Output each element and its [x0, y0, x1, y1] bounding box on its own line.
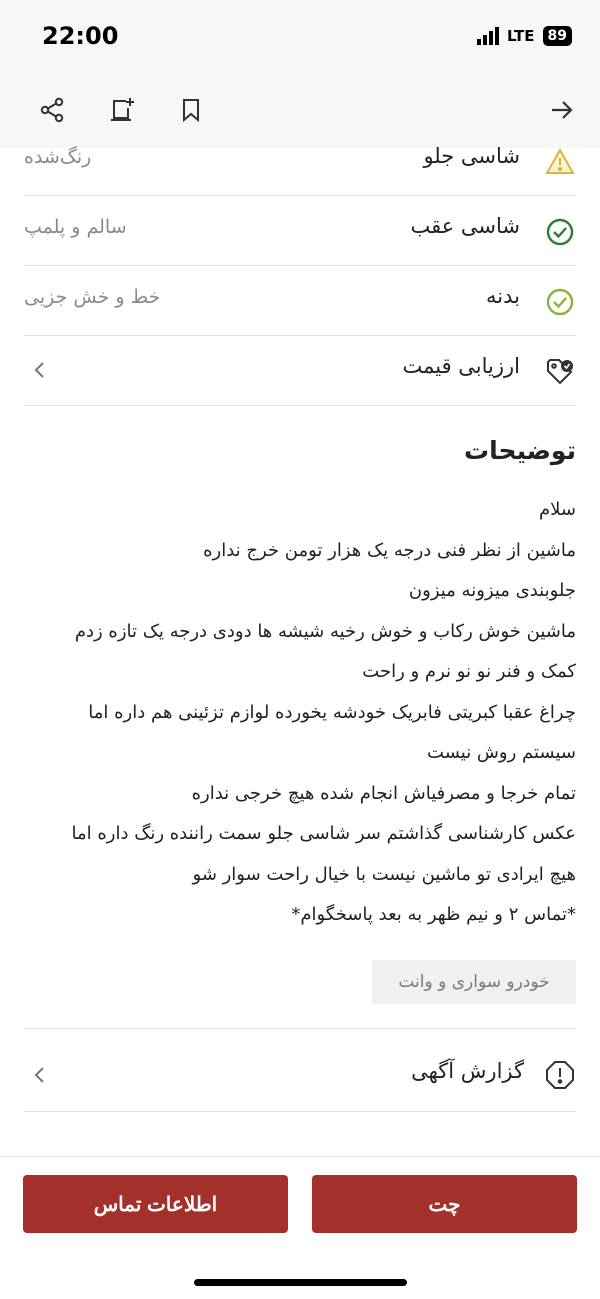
back-arrow-icon[interactable]: [546, 94, 578, 126]
description-title: توضیحات: [464, 436, 576, 465]
description-line: ماشین از نظر فنی درجه یک هزار تومن خرج نداره: [203, 539, 576, 561]
chevron-left-icon: [28, 1063, 52, 1087]
inspection-label: شاسی عقب: [410, 214, 520, 238]
report-ad-row[interactable]: [24, 1028, 576, 1112]
inspection-row-front-chassis: [24, 126, 576, 196]
description-line: *تماس ۲ و نیم ظهر به بعد پاسخگوام*: [291, 904, 576, 925]
inspection-value: رنگ‌شده: [24, 146, 92, 168]
inspection-row-rear-chassis: [24, 196, 576, 266]
battery-level: 89: [543, 26, 572, 46]
inspection-row-body: [24, 266, 576, 336]
inspection-label: شاسی جلو: [423, 144, 520, 168]
inspection-value: خط و خش جزیی: [24, 286, 161, 308]
description-line: عکس کارشناسی گذاشتم سر شاسی جلو سمت راننده رنگ داره اما: [71, 823, 576, 844]
status-indicators: [477, 26, 572, 46]
network-type: LTE: [506, 27, 535, 45]
add-note-icon[interactable]: [106, 94, 138, 126]
price-tag-icon: [544, 356, 576, 388]
description-body: [20, 490, 576, 936]
alert-octagon-icon: [544, 1059, 576, 1091]
description-line: چراغ عقبا کبریتی فابریک خودشه یخورده لوازم تزئینی هم داره اما: [88, 701, 576, 723]
inspection-label: بدنه: [486, 284, 520, 308]
share-icon[interactable]: [36, 94, 68, 126]
home-indicator: [194, 1279, 407, 1286]
check-circle-icon: [544, 216, 576, 248]
bookmark-icon[interactable]: [175, 94, 207, 126]
description-line: هیچ ایرادی تو ماشین نیست با خیال راحت سوار شو: [192, 863, 576, 885]
status-bar: [0, 0, 600, 72]
check-circle-icon: [544, 286, 576, 318]
description-line: جلوبندی میزونه میزون: [408, 580, 576, 601]
inspection-value: سالم و پلمپ: [24, 216, 127, 238]
bottom-action-bar: [0, 1156, 600, 1299]
signal-icon: [477, 27, 499, 45]
price-evaluation-row[interactable]: [24, 336, 576, 406]
description-line: سلام: [539, 499, 576, 520]
warning-icon: [544, 146, 576, 178]
description-line: ماشین خوش رکاب و خوش رخیه شیشه ها دودی درجه یک تازه زدم: [74, 620, 576, 642]
category-tag[interactable]: خودرو سواری و وانت: [372, 960, 576, 1004]
chat-button[interactable]: چت: [312, 1175, 577, 1233]
description-line: تمام خرجا و مصرفیاش انجام شده هیچ خرجی نداره: [191, 782, 576, 804]
status-time: 22:00: [42, 22, 119, 50]
description-line: کمک و فنر نو نو نرم و راحت: [362, 661, 576, 682]
contact-info-button[interactable]: اطلاعات تماس: [23, 1175, 288, 1233]
description-line: سیستم روش نیست: [427, 742, 576, 763]
report-ad-label: گزارش آگهی: [411, 1059, 524, 1083]
price-evaluation-label: ارزیابی قیمت: [402, 354, 520, 378]
chevron-left-icon: [28, 358, 52, 382]
